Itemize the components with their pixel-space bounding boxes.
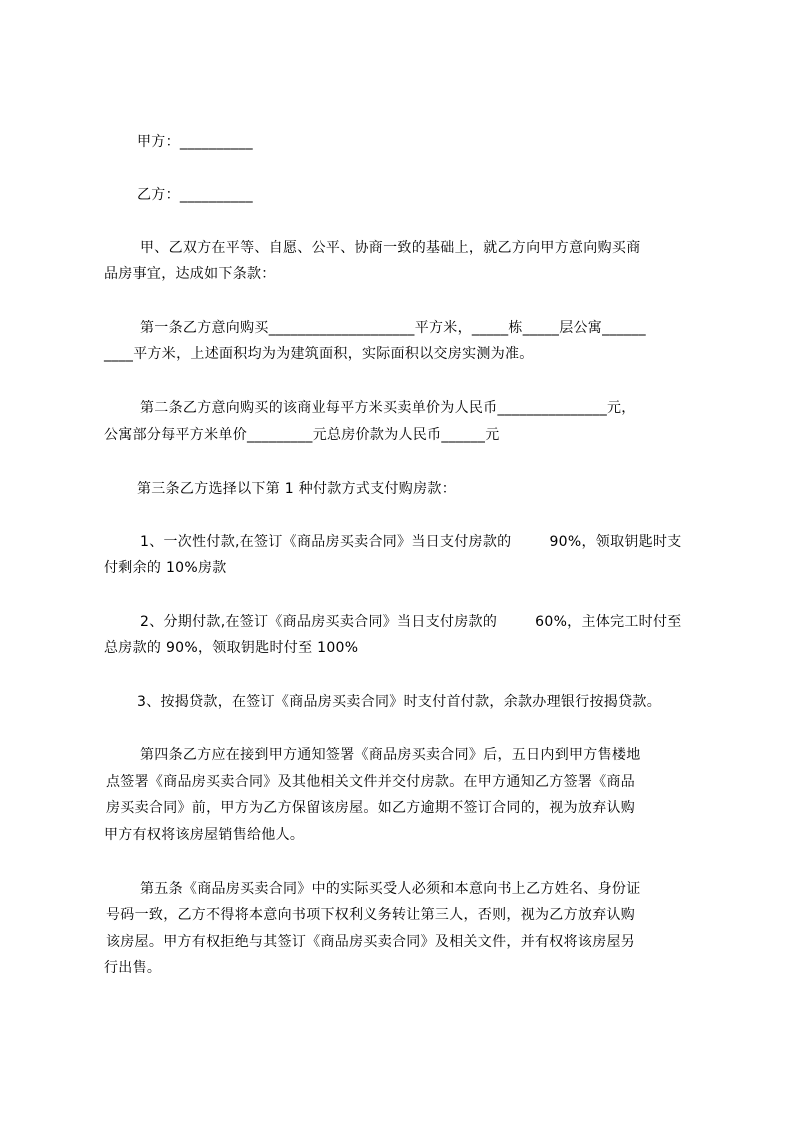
intro-line-1: 甲、乙双方在平等、自愿、公平、协商一致的基础上，就乙方向甲方意向购买商 [140, 240, 641, 256]
article4-line-4: 甲方有权将该房屋销售给他人。 [104, 827, 305, 843]
article5-line-4: 行出售。 [104, 960, 162, 976]
article2-line-2: 公寓部分每平方米单价_________元总房价款为人民币______元 [104, 427, 500, 443]
article5-line-1: 第五条《商品房买卖合同》中的实际买受人必须和本意向书上乙方姓名、身份证 [140, 881, 641, 897]
article1-line-1: 第一条乙方意向购买____________________平方米，_____栋_____层公寓______ [140, 320, 646, 336]
option2-line-1: 2、分期付款,在签订《商品房买卖合同》当日支付房款的 60%，主体完工时付至 [140, 614, 682, 630]
article1-line-2: ____平方米，上述面积均为为建筑面积，实际面积以交房实测为准。 [104, 346, 534, 362]
article4-line-3: 房买卖合同》前，甲方为乙方保留该房屋。如乙方逾期不签订合同的，视为放弃认购 [106, 800, 636, 816]
article5-line-2: 号码一致，乙方不得将本意向书项下权利义务转让第三人，否则，视为乙方放弃认购 [106, 907, 636, 923]
intro-line-2: 品房事宜，达成如下条款： [104, 266, 276, 282]
option3-line: 3、按揭贷款，在签订《商品房买卖合同》时支付首付款，余款办理银行按揭贷款。 [137, 694, 662, 710]
article5-line-3: 该房屋。甲方有权拒绝与其签订《商品房买卖合同》及相关文件，并有权将该房屋另 [106, 934, 636, 950]
article4-line-2: 点签署《商品房买卖合同》及其他相关文件并交付房款。在甲方通知乙方签署《商品 [106, 774, 636, 790]
option1-line-1: 1、一次性付款,在签订《商品房买卖合同》当日支付房款的 90%，领取钥匙时支 [140, 534, 682, 550]
article3-line: 第三条乙方选择以下第 1 种付款方式支付购房款： [137, 481, 457, 497]
article4-line-1: 第四条乙方应在接到甲方通知签署《商品房买卖合同》后，五日内到甲方售楼地 [140, 747, 641, 763]
article2-line-1: 第二条乙方意向购买的该商业每平方米买卖单价为人民币_______________元， [140, 400, 636, 416]
option1-line-2: 付剩余的 10%房款 [104, 560, 227, 576]
party-a-line: 甲方：__________ [137, 134, 253, 150]
option2-line-2: 总房款的 90%，领取钥匙时付至 100% [104, 640, 359, 656]
party-b-line: 乙方：__________ [137, 187, 253, 203]
